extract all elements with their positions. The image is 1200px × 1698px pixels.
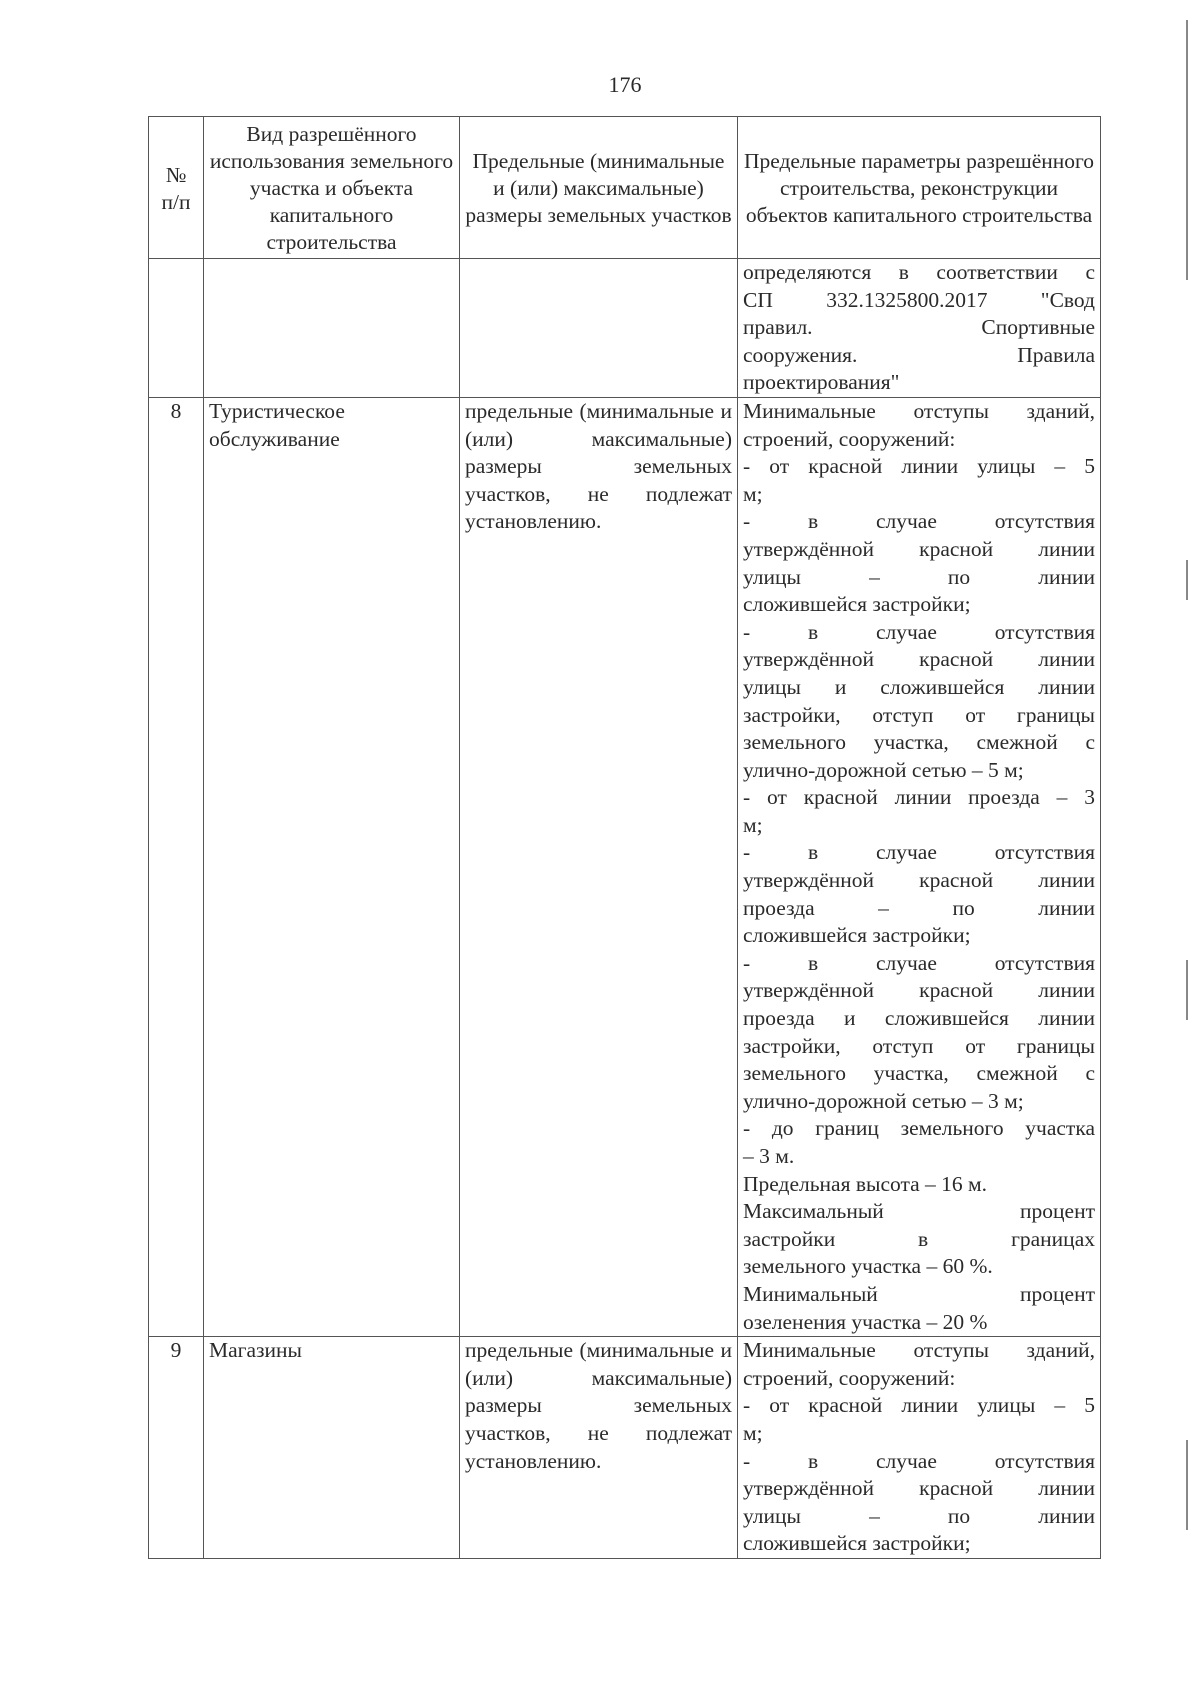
parameter-line: - от красной линии проезда – 3 — [743, 785, 1095, 810]
parameter-line: Минимальный процент — [743, 1281, 1095, 1306]
row-building-parameters — [738, 259, 1101, 398]
parameter-line: м; — [743, 1420, 763, 1445]
parameter-line: утверждённой красной линии — [743, 647, 1095, 672]
parameter-line: строений, сооружений: — [743, 1365, 956, 1390]
parameter-line: земельного участка – 60 %. — [743, 1254, 993, 1279]
parameter-line: Минимальные отступы зданий, — [743, 398, 1095, 423]
header-plot-size: Предельные (минимальные и (или) максимальные) размеры земельных участков — [460, 117, 738, 259]
row-number: 8 — [149, 397, 204, 1336]
table-row — [149, 1337, 1101, 1559]
parameter-line: улично-дорожной сетью – 5 м; — [743, 757, 1024, 782]
parameter-line: проезда и сложившейся линии — [743, 1006, 1095, 1031]
parameter-line: Минимальные отступы зданий, — [743, 1338, 1095, 1363]
parameter-line: - от красной линии улицы – 5 — [743, 1393, 1095, 1418]
parameter-line: - в случае отсутствия — [743, 1448, 1095, 1473]
header-building-parameters: Предельные параметры разрешённого строительства, реконструкции объектов капитального строительства — [738, 117, 1101, 259]
parameter-line: сложившейся застройки; — [743, 1531, 971, 1556]
parameter-line: - до границ земельного участка — [743, 1116, 1095, 1141]
parameter-line: м; — [743, 481, 763, 506]
scan-edge-mark — [1186, 960, 1188, 1020]
row-plot-size: предельные (минимальные и (или) максимальные) размеры земельных участков, не подлежат установлению. — [460, 1337, 738, 1559]
row-building-parameters — [738, 1337, 1101, 1559]
row-plot-size — [460, 259, 738, 398]
parameter-line: застройки в границах — [743, 1226, 1095, 1251]
parameter-line: застройки, отступ от границы — [743, 1033, 1095, 1058]
parameter-line: улицы – по линии — [743, 564, 1095, 589]
parameter-line: - в случае отсутствия — [743, 840, 1095, 865]
parameter-line: земельного участка, смежной с — [743, 1061, 1095, 1086]
parameter-line: – 3 м. — [743, 1144, 795, 1168]
header-usage-type: Вид разрешённого использования земельного участка и объекта капитального строительства — [204, 117, 460, 259]
row-number: 9 — [149, 1337, 204, 1559]
row-usage-type: Магазины — [204, 1337, 460, 1559]
parameter-line: застройки, отступ от границы — [743, 702, 1095, 727]
parameter-line: - от красной линии улицы – 5 — [743, 454, 1095, 479]
parameter-line: озеленения участка – 20 % — [743, 1309, 988, 1334]
parameter-line: улицы – по линии — [743, 1503, 1095, 1528]
parameter-line: улицы и сложившейся линии — [743, 674, 1095, 699]
row-number — [149, 259, 204, 398]
row-usage-type: Туристическое обслуживание — [204, 397, 460, 1336]
parameter-line: Максимальный процент — [743, 1199, 1095, 1224]
row-building-parameters — [738, 397, 1101, 1336]
parameter-line: - в случае отсутствия — [743, 950, 1095, 975]
parameter-line: улично-дорожной сетью – 3 м; — [743, 1088, 1024, 1113]
scan-edge-mark — [1186, 20, 1188, 280]
parameter-line: м; — [743, 812, 763, 837]
parameter-line: утверждённой красной линии — [743, 1476, 1095, 1501]
parameter-line: сооружения. Правила — [743, 342, 1095, 367]
parameter-line: правил. Спортивные — [743, 315, 1095, 340]
zoning-parameters-table — [148, 116, 1101, 1559]
parameter-line: строений, сооружений: — [743, 426, 956, 451]
parameter-line: сложившейся застройки; — [743, 592, 971, 617]
row-plot-size: предельные (минимальные и (или) максимальные) размеры земельных участков, не подлежат установлению. — [460, 397, 738, 1336]
scan-edge-mark — [1186, 560, 1188, 600]
table-row — [149, 397, 1101, 1336]
parameter-line: - в случае отсутствия — [743, 619, 1095, 644]
scan-edge-mark — [1186, 1440, 1188, 1530]
parameter-line: - в случае отсутствия — [743, 509, 1095, 534]
parameter-line: Предельная высота – 16 м. — [743, 1171, 988, 1196]
table-row — [149, 259, 1101, 398]
parameter-line: утверждённой красной линии — [743, 868, 1095, 893]
parameter-line: сложившейся застройки; — [743, 923, 971, 948]
parameter-line: утверждённой красной линии — [743, 536, 1095, 561]
table-header-row — [149, 117, 1101, 259]
row-usage-type — [204, 259, 460, 398]
parameter-line: СП 332.1325800.2017 "Свод — [743, 287, 1095, 312]
parameter-line: земельного участка, смежной с — [743, 730, 1095, 755]
parameter-line: определяются в соответствии с — [743, 260, 1095, 284]
header-number: № п/п — [149, 117, 204, 259]
page-number: 176 — [608, 72, 642, 97]
parameter-line: утверждённой красной линии — [743, 978, 1095, 1003]
parameter-line: проезда – по линии — [743, 895, 1095, 920]
parameter-line: проектирования" — [743, 370, 900, 395]
